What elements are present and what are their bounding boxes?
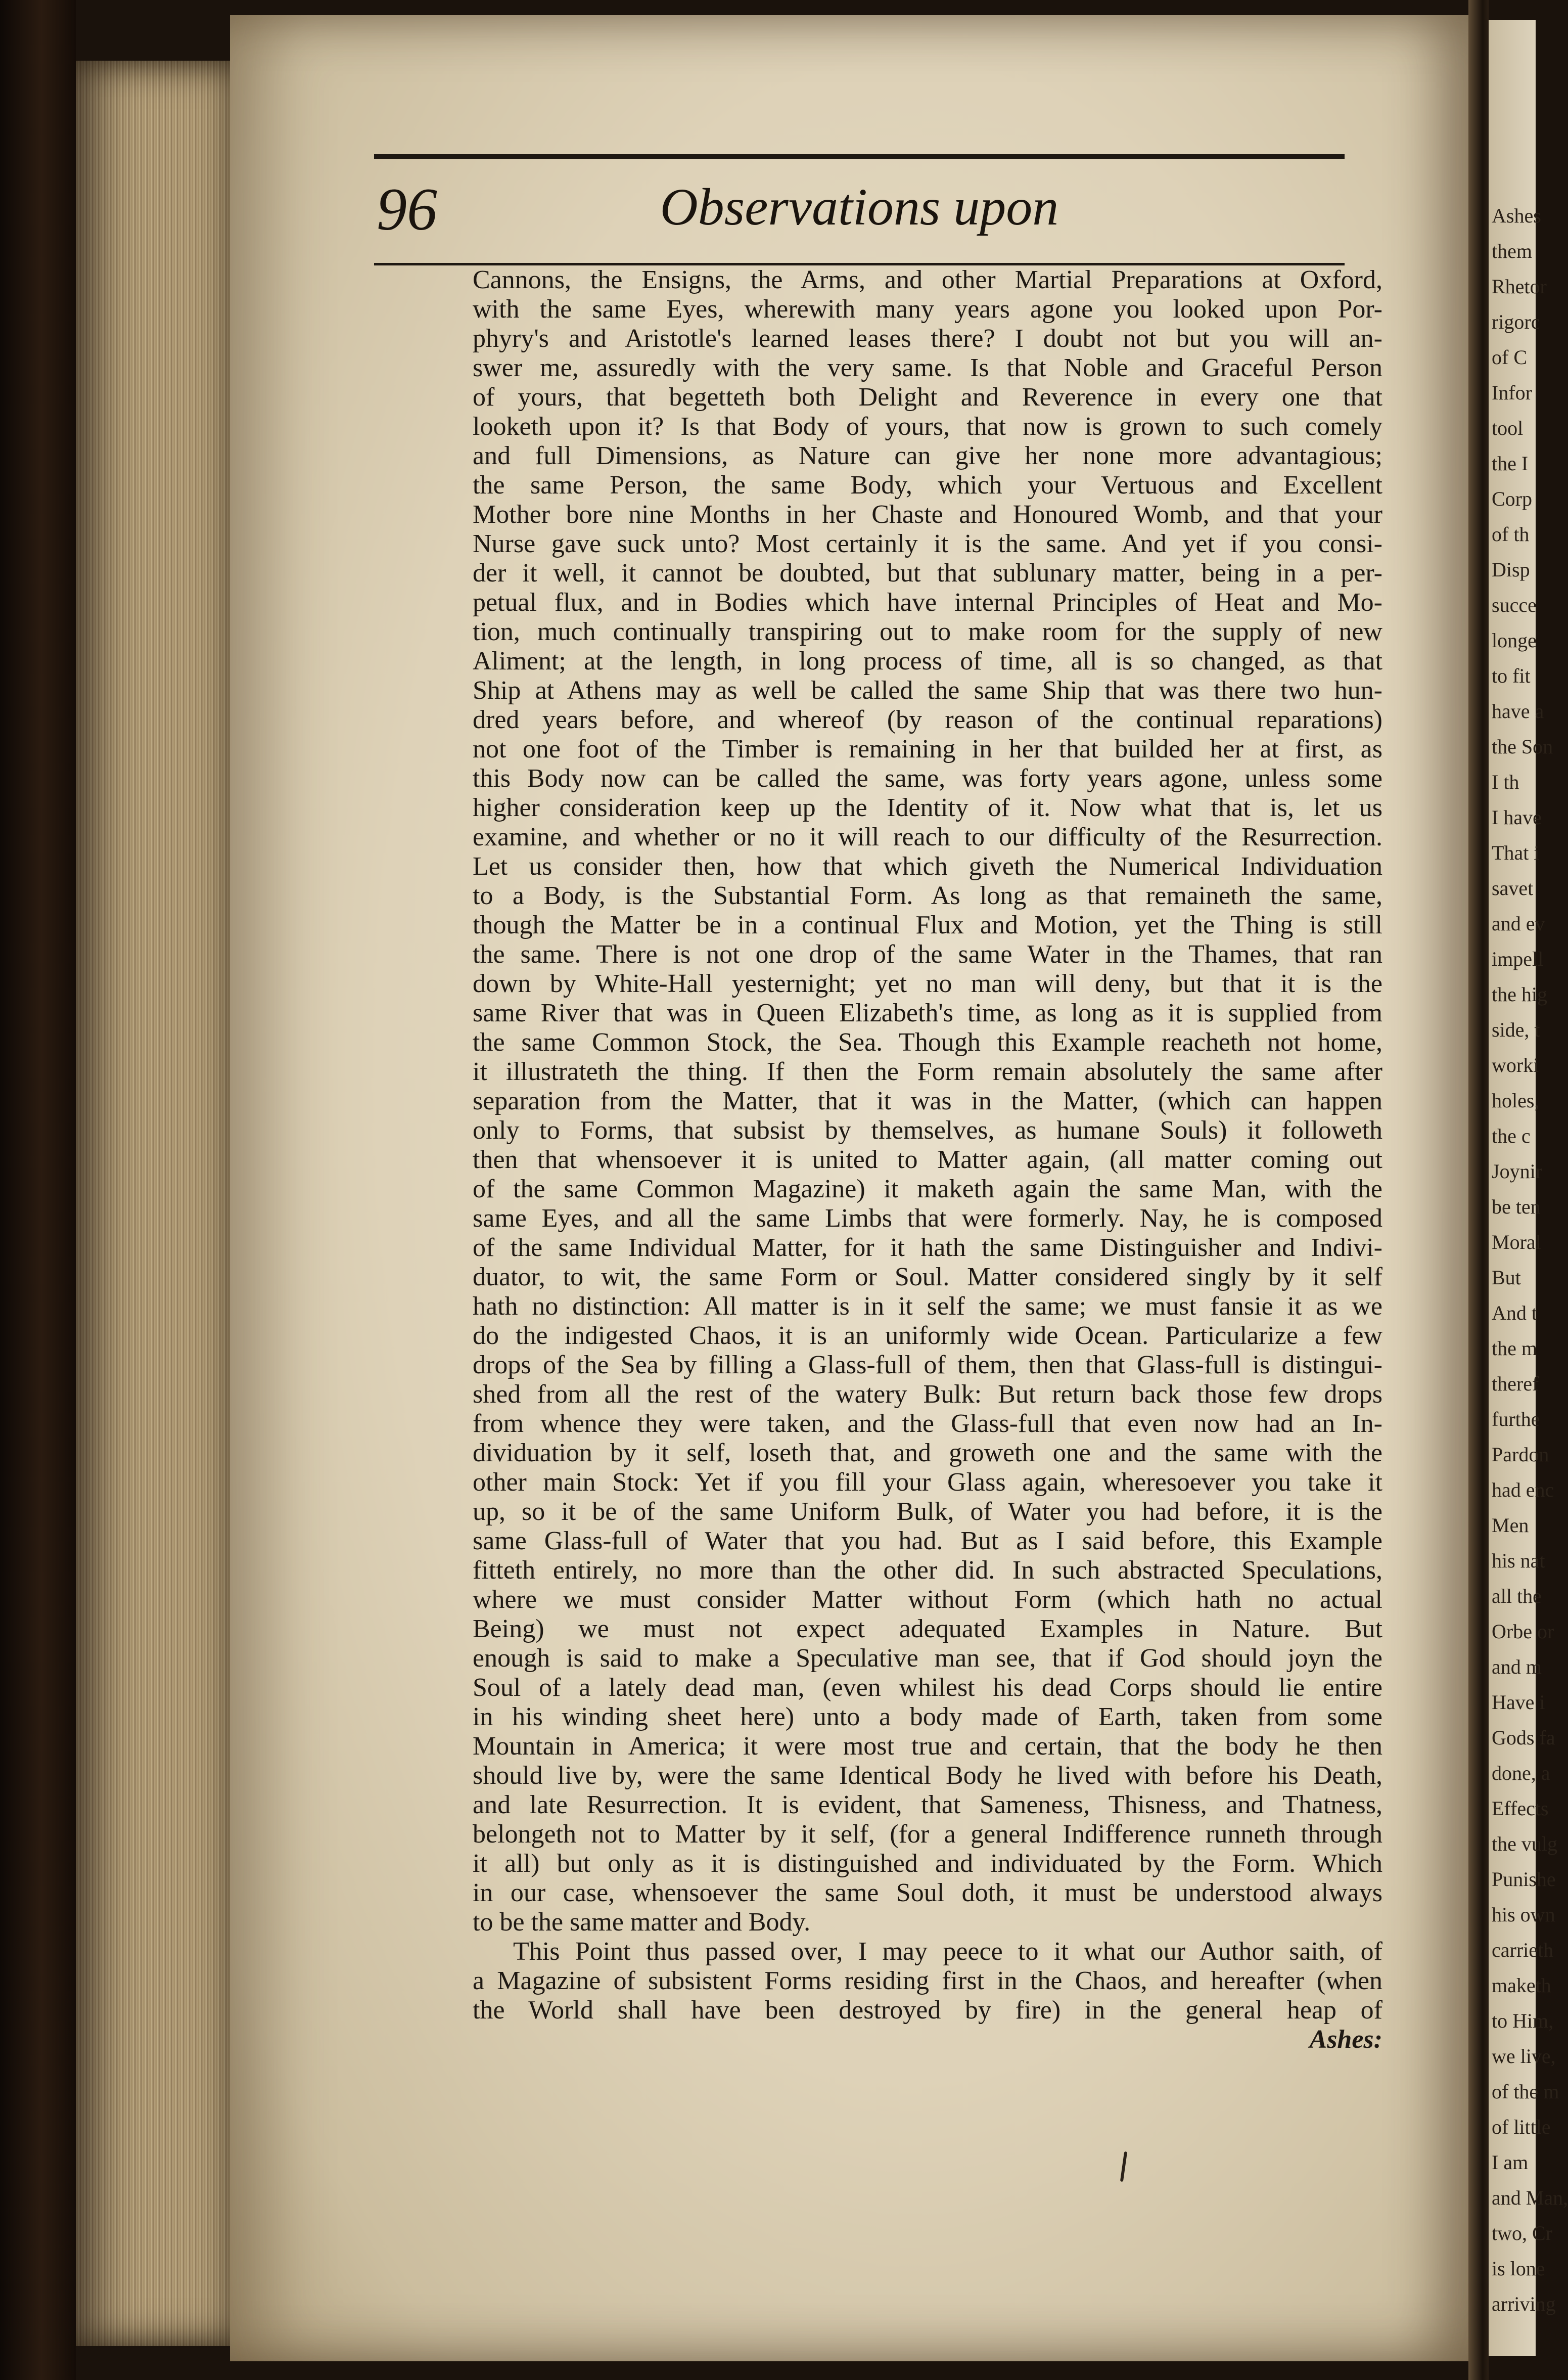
next-page-fragment: Disp [1492,558,1530,581]
text-line: Nurse gave suck unto? Most certainly it is the same. And yet if you consi- [473,529,1382,558]
text-line: Being) we must not expect adequated Examples in Nature. But [473,1614,1382,1643]
next-page-fragment: I have [1492,806,1542,829]
next-page-fragment: Joynir [1492,1160,1542,1183]
next-page-fragment: arriving [1492,2293,1556,2315]
next-page-fragment: done, a [1492,1762,1550,1784]
text-line: petual flux, and in Bodies which have internal Principles of Heat and Mo- [473,588,1382,617]
next-page-fragment: carrieth [1492,1939,1554,1961]
next-page-fragment: of th [1492,523,1530,546]
text-line: drops of the Sea by filling a Glass-full of them, then that Glass-full is distingui- [473,1351,1382,1379]
next-page-fragment: to fit [1492,664,1531,687]
text-line: and late Resurrection. It is evident, that Sameness, Thisness, and Thatness, [473,1790,1382,1819]
next-page-fragment: and Man, [1492,2186,1568,2209]
text-line: hath no distinction: All matter is in it self the same; we must fansie it as we [473,1292,1382,1321]
next-page-fragment: we live, [1492,2045,1556,2068]
next-page-fragment: the I [1492,452,1529,475]
text-line: this Body now can be called the same, was forty years agone, unless some [473,764,1382,793]
next-page-fragment: succe [1492,594,1537,616]
text-line: belongeth not to Matter by it self, (for a general Indifference runneth through [473,1820,1382,1849]
text-line: and full Dimensions, as Nature can give her none more advantagious; [473,441,1382,470]
next-page-fragment: of little [1492,2116,1551,2138]
next-page-fragment: Infor [1492,381,1532,404]
next-page-fragment: I am [1492,2151,1529,2174]
text-line: though the Matter be in a continual Flux and Motion, yet the Thing is still [473,911,1382,939]
next-page-fragment: Have i [1492,1691,1545,1714]
next-page-fragment: his own [1492,1903,1555,1926]
text-line: the same Person, the same Body, which your Vertuous and Excellent [473,471,1382,500]
text-line: from whence they were taken, and the Glass-full that even now had an In- [473,1409,1382,1438]
text-line: with the same Eyes, wherewith many years agone you looked upon Por- [473,295,1382,324]
text-line: it all) but only as it is distinguished and individuated by the Form. Which [473,1849,1382,1878]
text-line: up, so it be of the same Uniform Bulk, of Water you had before, it is the [473,1497,1382,1526]
text-line: the same Common Stock, the Sea. Though this Example reacheth not home, [473,1028,1382,1057]
page-number: 96 [377,175,437,243]
page-edges [76,61,243,2346]
next-page-edge [1489,20,1568,2356]
text-line: separation from the Matter, that it was in the Matter, (which can happen [473,1087,1382,1115]
next-page-fragment: Orbe or [1492,1620,1554,1643]
text-line: dividuation by it self, loseth that, and groweth one and the same with the [473,1439,1382,1467]
next-page-fragment: the Son [1492,735,1553,758]
next-page-fragment: impell [1492,948,1544,970]
next-page-fragment: to Him, [1492,2009,1554,2032]
text-line: looketh upon it? Is that Body of yours, that now is grown to such comely [473,412,1382,441]
text-line: Cannons, the Ensigns, the Arms, and other Martial Preparations at Oxford, [473,265,1382,294]
next-page-fragment: them [1492,240,1532,262]
next-page-fragment: tool [1492,417,1524,439]
text-line: duator, to wit, the same Form or Soul. Matter considered singly by it self [473,1263,1382,1291]
text-line: same River that was in Queen Elizabeth's time, as long as it is supplied from [473,999,1382,1027]
next-page-fragment: and m [1492,1655,1542,1678]
next-page-fragment: Rhetor [1492,275,1547,298]
next-page-fragment: rigorc [1492,310,1540,333]
next-page-fragment: But [1492,1266,1521,1289]
text-line: der it well, it cannot be doubted, but that sublunary matter, being in a per- [473,559,1382,588]
text-line: same Glass-full of Water that you had. But as I said before, this Example [473,1526,1382,1555]
text-line: in our case, whensoever the same Soul doth, it must be understood always [473,1878,1382,1907]
text-line: fitteth entirely, no more than the other did. In such abstracted Speculations, [473,1556,1382,1585]
text-line: where we must consider Matter without Form (which hath no actual [473,1585,1382,1614]
next-page-fragment: maketh [1492,1974,1551,1997]
next-page-fragment: furthe [1492,1408,1540,1430]
text-line: Let us consider then, how that which giveth the Numerical Individuation [473,852,1382,881]
text-line: swer me, assuredly with the very same. Is that Noble and Graceful Person [473,353,1382,382]
next-page-fragment: savet [1492,877,1534,900]
text-line: the World shall have been destroyed by fire) in the general heap of [473,1996,1382,2025]
next-page-fragment: That i [1492,841,1540,864]
next-page-fragment: and ev [1492,912,1545,935]
next-page-fragment: the vulg [1492,1832,1557,1855]
text-line: down by White-Hall yesternight; yet no man will deny, but that it is the [473,969,1382,998]
text-line: then that whensoever it is united to Matter again, (all matter coming out [473,1145,1382,1174]
text-line: to a Body, is the Substantial Form. As long as that remaineth the same, [473,881,1382,910]
next-page-fragment: Punishe [1492,1868,1556,1891]
next-page-fragment: of the m [1492,2080,1559,2103]
text-line: to be the same matter and Body. [473,1908,811,1937]
next-page-fragment: Ashes [1492,204,1541,227]
text-line: the same. There is not one drop of the same Water in the Thames, that ran [473,940,1382,969]
catchword: Ashes: [1309,2025,1382,2054]
next-page-fragment: And t [1492,1301,1537,1324]
next-page-fragment: the c [1492,1125,1531,1147]
next-page-fragment: Men [1492,1514,1529,1537]
next-page-fragment: the m [1492,1337,1537,1360]
body-text [473,265,1382,2076]
text-line: phyry's and Aristotle's learned leases there? I doubt not but you will an- [473,324,1382,353]
next-page-fragment: Corp [1492,487,1532,510]
next-page-fragment: have a [1492,700,1544,723]
text-line: examine, and whether or no it will reach to our difficulty of the Resurrection. [473,823,1382,851]
running-head: Observations upon [660,178,1059,236]
text-line: of the same Common Magazine) it maketh again the same Man, with the [473,1175,1382,1203]
text-line: do the indigested Chaos, it is an uniformly wide Ocean. Particularize a few [473,1321,1382,1350]
next-page-fragment: all the [1492,1585,1542,1607]
next-page-fragment: Gods fa [1492,1726,1555,1749]
text-line: it illustrateth the thing. If then the Form remain absolutely the same after [473,1057,1382,1086]
next-page-fragment: longe [1492,629,1537,652]
text-line: should live by, were the same Identical Body he lived with before his Death, [473,1761,1382,1790]
text-line: a Magazine of subsistent Forms residing first in the Chaos, and hereafter (when [473,1966,1382,1995]
text-line: This Point thus passed over, I may peece to it what our Author saith, of [513,1937,1382,1966]
text-line: Mountain in America; it were most true and certain, that the body he then [473,1732,1382,1761]
book-gutter [1468,0,1489,2380]
text-line: Soul of a lately dead man, (even whilest his dead Corps should lie entire [473,1673,1382,1702]
next-page-fragment: had enc [1492,1478,1554,1501]
next-page-fragment: worki [1492,1054,1539,1076]
text-line: of the same Individual Matter, for it hath the same Distinguisher and Indivi- [473,1233,1382,1262]
text-line: not one foot of the Timber is remaining in her that builded her at first, as [473,735,1382,764]
text-line: shed from all the rest of the watery Bulk: But return back those few drops [473,1380,1382,1409]
next-page-fragment: I th [1492,771,1519,793]
text-line: dred years before, and whereof (by reason of the continual reparations) [473,705,1382,734]
text-line: Mother bore nine Months in her Chaste and Honoured Womb, and that your [473,500,1382,529]
text-line: only to Forms, that subsist by themselves, as humane Souls) it followeth [473,1116,1382,1145]
text-line: enough is said to make a Speculative man see, that if God should joyn the [473,1644,1382,1673]
text-line: higher consideration keep up the Identity of it. Now what that is, let us [473,793,1382,822]
next-page-fragment: Moral [1492,1231,1541,1253]
next-page-fragment: Effects [1492,1797,1549,1820]
next-page-fragment: the hig [1492,983,1547,1006]
text-line: in his winding sheet here) unto a body made of Earth, taken from some [473,1702,1382,1731]
next-page-fragment: side, t [1492,1018,1540,1041]
next-page-fragment: is lone [1492,2257,1545,2280]
next-page-fragment: Pardon [1492,1443,1549,1466]
next-page-fragment: theref [1492,1372,1539,1395]
next-page-fragment: his nat [1492,1549,1545,1572]
text-line: other main Stock: Yet if you fill your Glass again, wheresoever you take it [473,1468,1382,1497]
next-page-fragment: be ten [1492,1195,1541,1218]
next-page-fragment: of C [1492,346,1527,369]
next-page-fragment: holes, [1492,1089,1540,1112]
text-line: tion, much continually transpiring out to make room for the supply of new [473,617,1382,646]
text-line: Aliment; at the length, in long process of time, all is so changed, as that [473,647,1382,676]
header-rule-top [374,154,1345,159]
text-line: of yours, that begetteth both Delight and Reverence in every one that [473,383,1382,412]
next-page-fragment: two, Cr [1492,2222,1552,2244]
text-line: Ship at Athens may as well be called the same Ship that was there two hun- [473,676,1382,705]
book-spine [0,0,76,2380]
text-line: same Eyes, and all the same Limbs that were formerly. Nay, he is composed [473,1204,1382,1233]
